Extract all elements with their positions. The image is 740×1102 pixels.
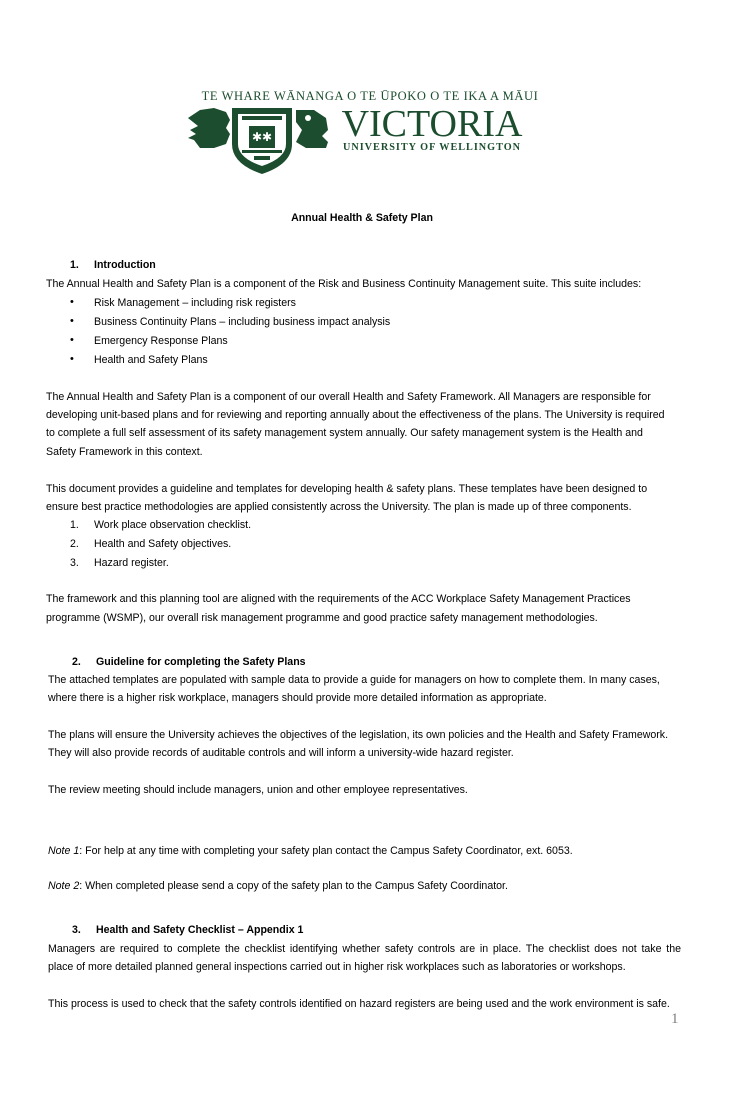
intro-para2-line: This document provides a guideline and templates for developing health & safety plans. These templates have been designed to (46, 483, 648, 495)
note-1 (48, 845, 573, 857)
intro-para1-line: developing unit-based plans and for reviewing and reporting annually about the effectiveness of the plans. The University is required (46, 409, 665, 421)
section-2-number: 2. (72, 656, 81, 668)
logo-left-creature (188, 108, 230, 148)
guideline-para3: The review meeting should include managers, union and other employee representatives. (48, 784, 468, 796)
bullet-icon: • (70, 334, 74, 346)
component-number: 2. (70, 538, 79, 550)
component-item: Work place observation checklist. (94, 519, 252, 531)
component-item: Health and Safety objectives. (94, 538, 232, 550)
note-2-text: : When completed please send a copy of the safety plan to the Campus Safety Coordinator. (79, 880, 508, 892)
checklist-para2: This process is used to check that the safety controls identified on hazard registers are being used and the work environment is safe. (48, 998, 670, 1010)
component-number: 1. (70, 519, 79, 531)
intro-lead: The Annual Health and Safety Plan is a component of the Risk and Business Continuity Management suite. This suite includes: (46, 278, 642, 290)
checklist-para1-line: place of more detailed planned general inspections carried out in higher risk workplaces such as laboratories or workshops. (48, 961, 626, 974)
note-1-text: : For help at any time with completing your safety plan contact the Campus Safety Coordinator, ext. 6053. (79, 845, 573, 857)
guideline-para1-line: The attached templates are populated with sample data to provide a guide for managers on how to complete them. In many cases, (48, 674, 660, 686)
logo-right-creature (296, 110, 328, 148)
note-1-label: Note 1 (48, 845, 80, 857)
intro-bullet: Emergency Response Plans (94, 335, 228, 347)
section-2-heading: Guideline for completing the Safety Plans (96, 656, 306, 668)
bullet-icon: • (70, 353, 74, 365)
intro-para2-line: ensure best practice methodologies are applied consistently across the University. The plan is made up of three components. (46, 501, 632, 513)
section-1-number: 1. (70, 259, 79, 271)
checklist-para1-line: Managers are required to complete the checklist identifying whether safety controls are in place. The checklist does not take the (48, 943, 681, 955)
document-title: Annual Health & Safety Plan (291, 212, 433, 224)
section-3-heading: Health and Safety Checklist – Appendix 1 (96, 924, 304, 936)
intro-para3-line: The framework and this planning tool are aligned with the requirements of the ACC Workplace Safety Management Practices (46, 593, 631, 605)
bullet-icon: • (70, 315, 74, 327)
bullet-icon: • (70, 296, 74, 308)
logo-subname: UNIVERSITY OF WELLINGTON (343, 142, 521, 153)
intro-para1-line: The Annual Health and Safety Plan is a component of our overall Health and Safety Framework. All Managers are responsible for (46, 391, 651, 403)
intro-bullet: Health and Safety Plans (94, 354, 208, 366)
component-number: 3. (70, 557, 79, 569)
intro-para3-line: programme (WSMP), our overall risk management programme and good practice safety management methodologies. (46, 612, 598, 624)
section-3-number: 3. (72, 924, 81, 936)
guideline-para1-line: where there is a higher risk workplace, managers should provide more detailed information as appropriate. (48, 692, 547, 704)
intro-para1-line: to complete a full self assessment of its safety management system annually. Our safety management system is the Health and (46, 427, 643, 439)
section-1-heading: Introduction (94, 259, 156, 271)
guideline-para2-line: They will also provide records of auditable controls and will inform a university-wide hazard register. (48, 747, 514, 759)
guideline-para2-line: The plans will ensure the University achieves the objectives of the legislation, its own policies and the Health and Safety Framework. (48, 729, 669, 741)
intro-para1-line: Safety Framework in this context. (46, 446, 203, 458)
svg-text:✱✱: ✱✱ (251, 130, 273, 144)
note-2-label: Note 2 (48, 880, 80, 892)
note-2 (48, 880, 508, 892)
logo-maori-text: TE WHARE WĀNANGA O TE ŪPOKO O TE IKA A MĀUI (201, 89, 539, 103)
checklist-para1 (48, 940, 681, 977)
page-number: 1 (671, 1011, 679, 1027)
intro-bullet: Risk Management – including risk registers (94, 297, 296, 309)
component-item: Hazard register. (94, 557, 169, 569)
intro-bullet: Business Continuity Plans – including business impact analysis (94, 316, 391, 328)
logo-name: VICTORIA (341, 103, 523, 145)
university-logo (186, 88, 542, 176)
